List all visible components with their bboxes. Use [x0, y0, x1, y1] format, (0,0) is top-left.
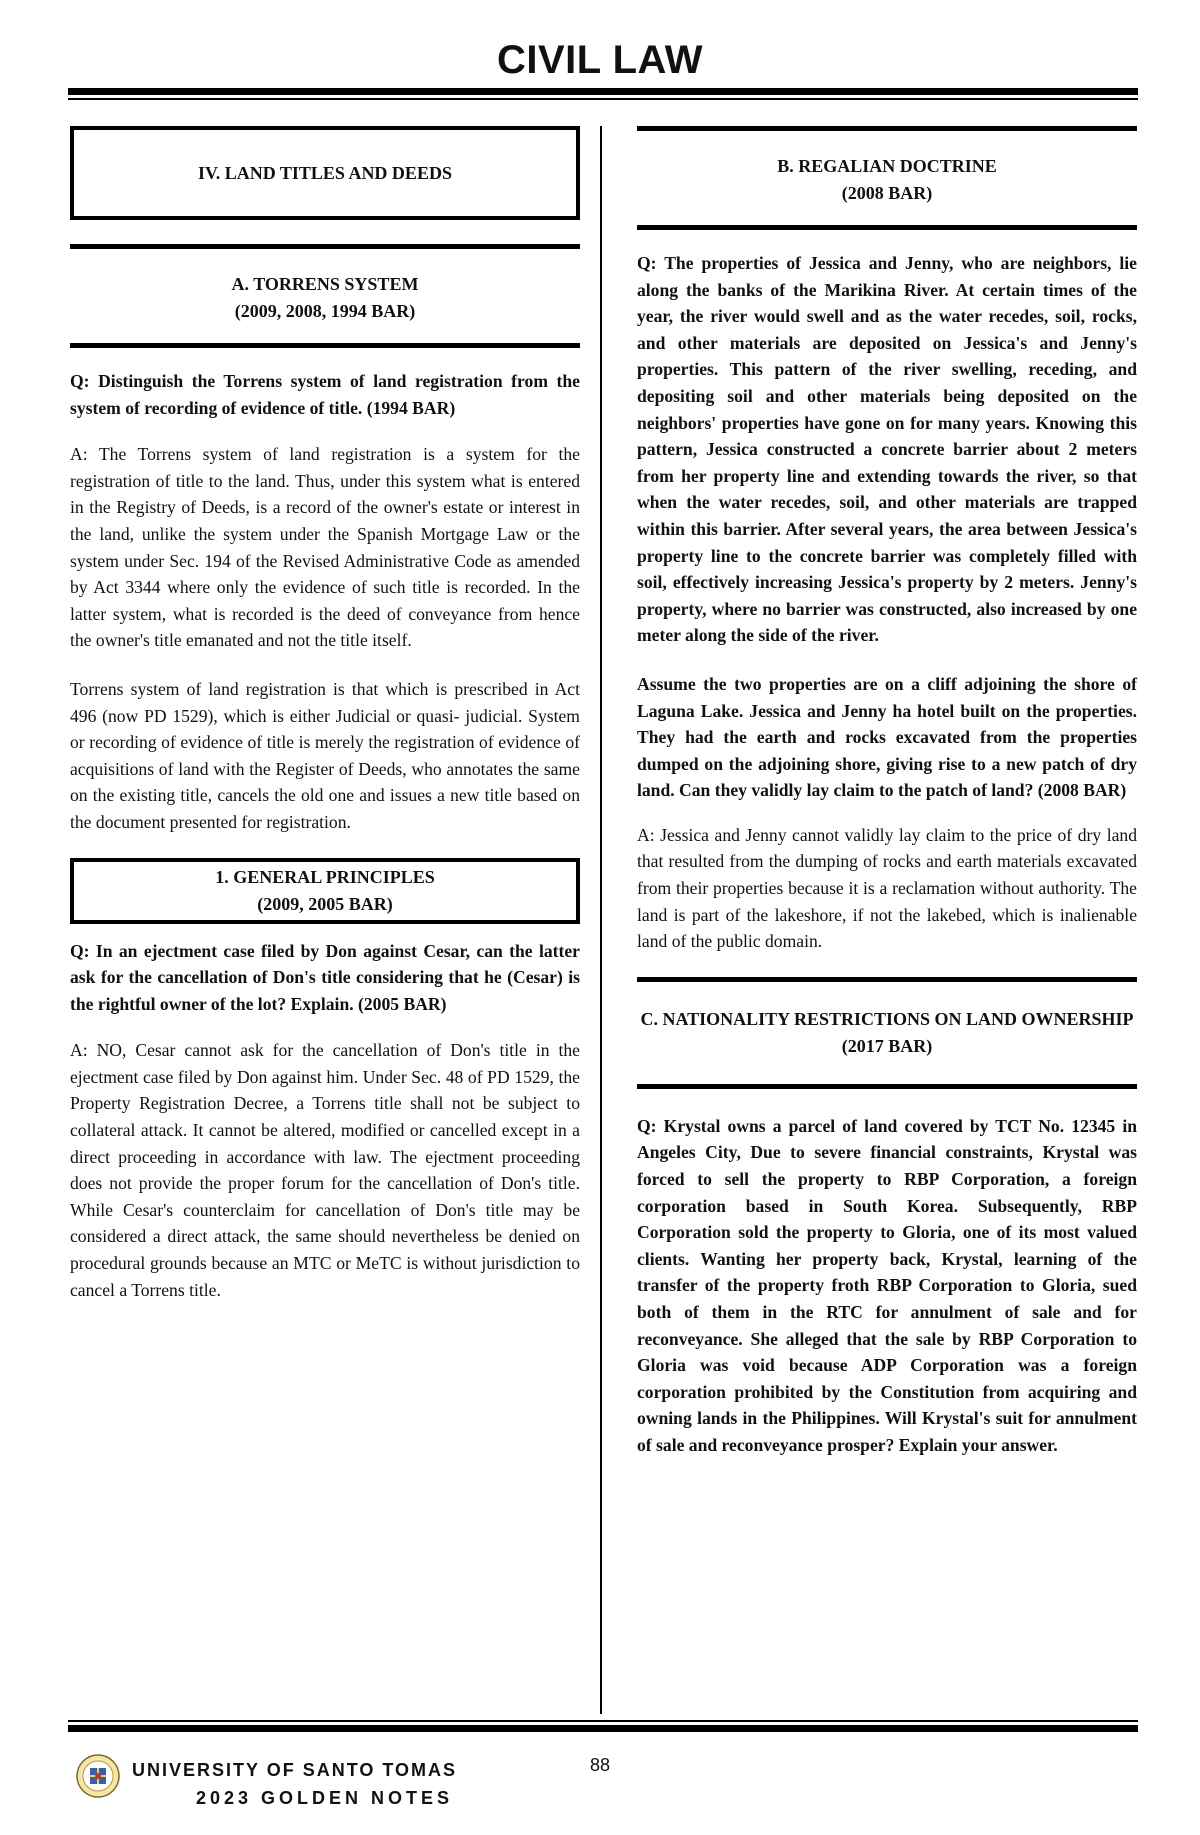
question-3-continued: Assume the two properties are on a cliff adjoining the shore of Laguna Lake. Jessica and Jenny ha hotel built on the properties. They had the earth and rocks excavated from the properties dumped on the adjoining shore, giving rise to a new patch of dry land. Can they validly lay claim to the patch of land? (2008 BAR) — [637, 673, 1137, 801]
header-rule — [68, 88, 1138, 100]
section-title: IV. LAND TITLES AND DEEDS — [198, 163, 452, 183]
university-seal-icon — [76, 1752, 120, 1802]
question-4: Q: Krystal owns a parcel of land covered by TCT No. 12345 in Angeles City, Due to severe financial constraints, Krystal was forced to sell the property to RBP Corporation, a foreign corporation based in South Korea. Subsequently, RBP Corporation sold the property to Gloria, one of its most valued clients. Wanting her property back, Krystal, learning of the transfer of the property froth RBP Corporation to Gloria, sued both of them in the RTC for annulment of sale and for reconveyance. She alleged that the sale by RBP Corporation to Gloria was void because ADP Corporation was a foreign corporation prohibited by the Constitution from acquiring and owning lands in the Philippines. Will Krystal's suit for annulment of sale and reconveyance prosper? Explain your answer. — [637, 1115, 1137, 1455]
general-principles-bar: (2009, 2005 BAR) — [257, 893, 393, 914]
page-title: CIVIL LAW — [497, 38, 703, 82]
general-principles-box — [70, 858, 580, 924]
answer-3: A: Jessica and Jenny cannot validly lay claim to the price of dry land that resulted from the dumping of rocks and earth materials excavated from their properties because it is a reclamation without authority. The land is part of the lakeshore, if not the lakebed, which is inalienable land of the public domain. — [637, 824, 1137, 952]
footer-notes: 2023 GOLDEN NOTES — [196, 1788, 454, 1808]
subsection-b-bar: (2008 BAR) — [841, 183, 933, 203]
subsection-c-bar: (2017 BAR) — [841, 1035, 933, 1056]
subsection-c-title: C. NATIONALITY RESTRICTIONS ON LAND OWNERSHIP — [640, 1008, 1134, 1029]
right-column — [637, 126, 1137, 1459]
subsection-a-title: A. TORRENS SYSTEM — [231, 274, 419, 294]
left-column — [70, 126, 580, 1303]
general-principles-title: 1. GENERAL PRINCIPLES — [215, 866, 435, 887]
page-number: 88 — [590, 1755, 611, 1775]
footer-rule — [68, 1720, 1138, 1732]
question-1: Q: Distinguish the Torrens system of land registration from the system of recording of evidence of title. (1994 BAR) — [70, 371, 580, 418]
question-2: Q: In an ejectment case filed by Don against Cesar, can the latter ask for the cancellation of Don's title considering that he (Cesar) is the rightful owner of the lot? Explain. (2005 BAR) — [70, 940, 580, 1014]
paragraph-2: Torrens system of land registration is that which is prescribed in Act 496 (now PD 1529), which is either Judicial or quasi- judicial. System or recording of evidence of title is merely the registration of evidence of acquisitions of land with the Register of Deeds, who annotates the same on the existing title, cancels the old one and issues a new title based on the document presented for registration. — [70, 678, 580, 832]
subsection-b-title: B. REGALIAN DOCTRINE — [777, 156, 997, 176]
footer-university: UNIVERSITY OF SANTO TOMAS — [132, 1760, 458, 1780]
section-box — [70, 126, 580, 220]
question-3: Q: The properties of Jessica and Jenny, who are neighbors, lie along the banks of the Marikina River. At certain times of the year, the river would swell and as the water recedes, soil, rocks, and other materials are deposited on Jessica's and Jenny's properties. This pattern of the river swelling, receding, and depositing soil and other materials being deposited on the neighbors' properties have gone on for many years. Knowing this pattern, Jessica constructed a concrete barrier about 2 meters from her property line and extending towards the river, so that when the water recedes, soil, and other materials are trapped within this barrier. After several years, the area between Jessica's property line to the concrete barrier was completely filled with soil, effectively increasing Jessica's property by 2 meters. Jenny's property, where no barrier was constructed, also increased by one meter along the side of the river. — [637, 253, 1137, 646]
answer-2: A: NO, Cesar cannot ask for the cancellation of Don's title in the ejectment case filed by Don against him. Under Sec. 48 of PD 1529, the Property Registration Decree, a Torrens title shall not be subject to collateral attack. It cannot be altered, modified or cancelled except in a direct proceeding in accordance with law. The ejectment proceeding does not provide the proper forum for the cancellation of Don's title. While Cesar's counterclaim for cancellation of Don's title may be considered a direct attack, the same should nevertheless be denied on procedural grounds because an MTC or MeTC is without jurisdiction to cancel a Torrens title. — [70, 1040, 580, 1300]
column-divider — [600, 126, 602, 1714]
answer-1: A: The Torrens system of land registration is a system for the registration of title to the land. Thus, under this system what is entered in the Registry of Deeds, is a record of the owner's estate or interest in the land, unlike the system under the Spanish Mortgage Law or the system under Sec. 194 of the Revised Administrative Code as amended by Act 3344 where only the evidence of such title is recorded. In the latter system, what is recorded is the deed of conveyance from hence the owner's title emanated and not the title itself. — [70, 444, 580, 651]
subsection-a-bar: (2009, 2008, 1994 BAR) — [234, 301, 416, 321]
